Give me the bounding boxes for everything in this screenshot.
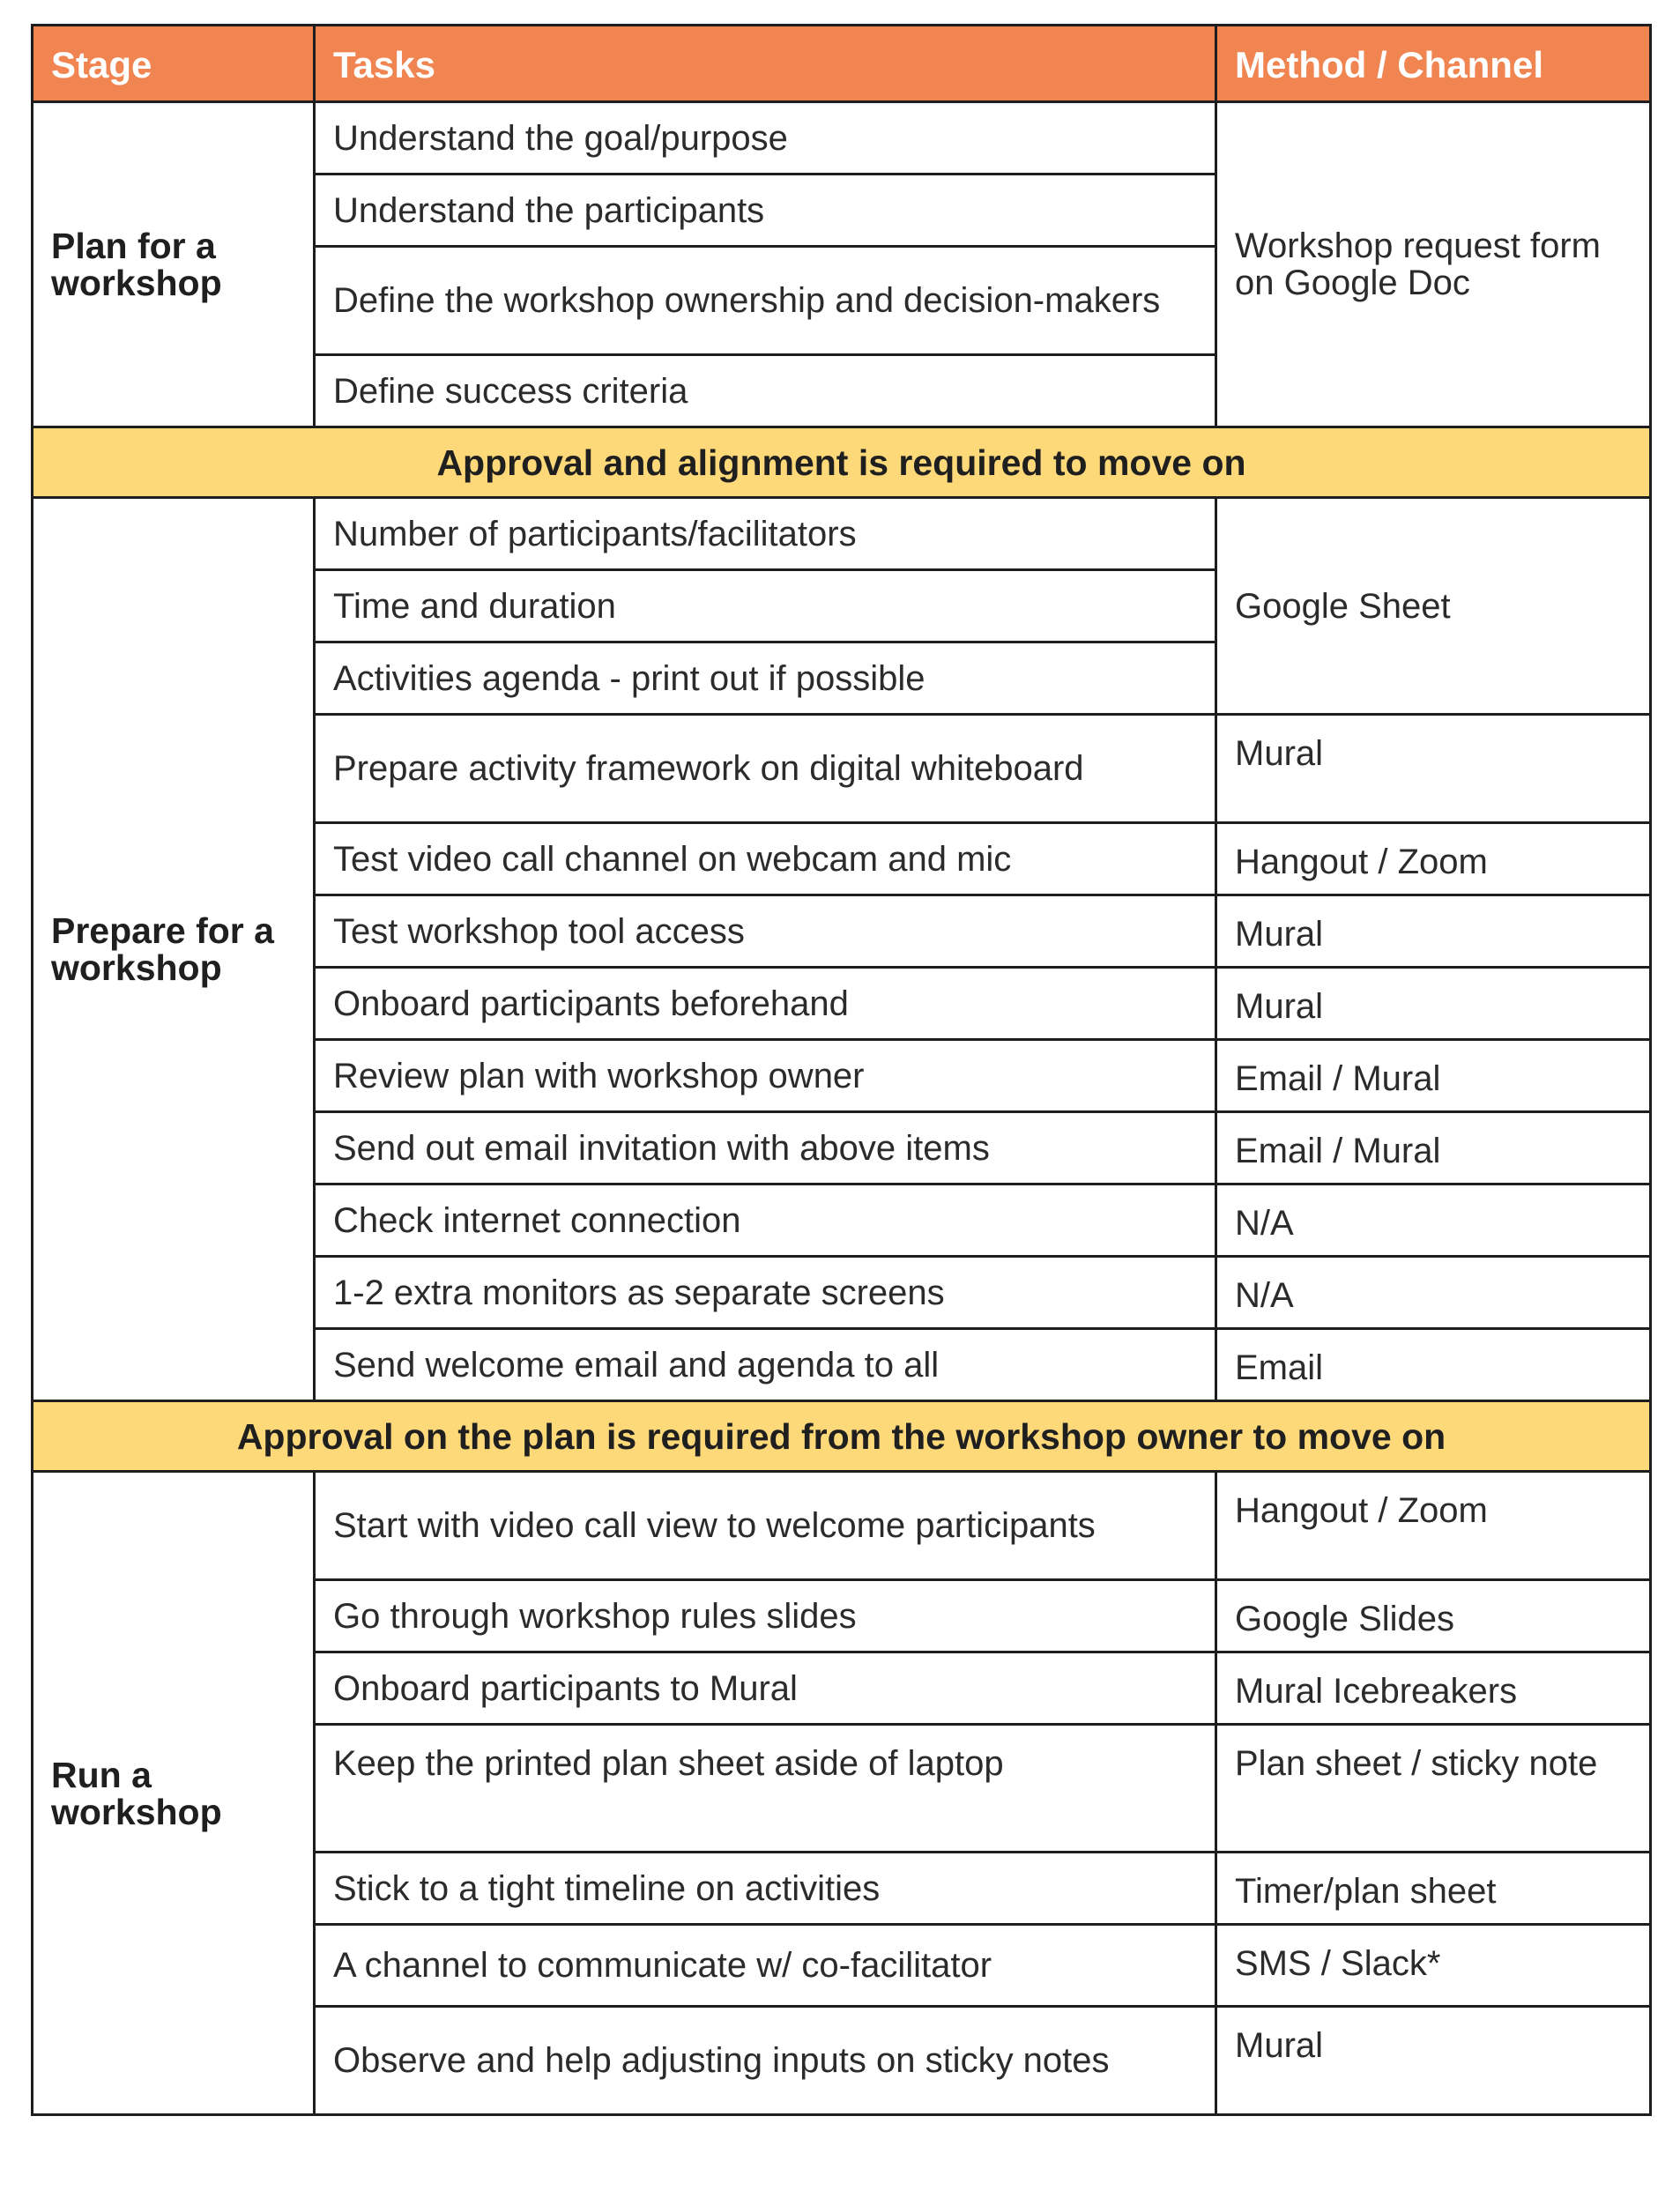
task-cell: 1-2 extra monitors as separate screens [315,1257,1216,1329]
method-cell: Mural Icebreakers [1216,1652,1651,1725]
method-cell: Email [1216,1329,1651,1401]
method-cell: Workshop request form on Google Doc [1216,102,1651,427]
method-cell: Hangout / Zoom [1216,823,1651,895]
task-cell: Onboard participants to Mural [315,1652,1216,1725]
method-cell: Mural [1216,715,1651,823]
method-cell: Mural [1216,895,1651,968]
task-cell: Number of participants/facilitators [315,498,1216,570]
approval-banner [33,1401,1651,1472]
method-cell: Hangout / Zoom [1216,1472,1651,1580]
header-tasks: Tasks [315,26,1216,102]
table-row [33,498,1651,570]
header-stage: Stage [33,26,315,102]
table-row [33,1472,1651,1580]
table-row [33,102,1651,175]
header-row [33,26,1651,102]
task-cell: A channel to communicate w/ co-facilitator [315,1925,1216,2007]
task-cell: Define success criteria [315,355,1216,427]
task-cell: Onboard participants beforehand [315,968,1216,1040]
task-cell: Understand the goal/purpose [315,102,1216,175]
task-cell: Observe and help adjusting inputs on sticky notes [315,2007,1216,2115]
task-cell: Prepare activity framework on digital whiteboard [315,715,1216,823]
method-cell: N/A [1216,1257,1651,1329]
banner-text: Approval and alignment is required to move on [33,427,1651,498]
task-cell: Test workshop tool access [315,895,1216,968]
method-cell: Google Sheet [1216,498,1651,715]
method-cell: Google Slides [1216,1580,1651,1652]
task-cell: Go through workshop rules slides [315,1580,1216,1652]
task-cell: Understand the participants [315,175,1216,247]
task-cell: Send welcome email and agenda to all [315,1329,1216,1401]
method-cell: Email / Mural [1216,1112,1651,1184]
task-cell: Check internet connection [315,1184,1216,1257]
banner-text: Approval on the plan is required from the workshop owner to move on [33,1401,1651,1472]
task-cell: Test video call channel on webcam and mic [315,823,1216,895]
stage-cell: Plan for a workshop [33,102,315,427]
method-cell: Mural [1216,968,1651,1040]
method-cell: SMS / Slack* [1216,1925,1651,2007]
task-cell: Activities agenda - print out if possible [315,642,1216,715]
task-cell: Review plan with workshop owner [315,1040,1216,1112]
method-cell: Mural [1216,2007,1651,2115]
task-cell: Keep the printed plan sheet aside of laptop [315,1725,1216,1853]
task-cell: Send out email invitation with above items [315,1112,1216,1184]
workshop-stages-table [31,24,1652,2116]
task-cell: Start with video call view to welcome participants [315,1472,1216,1580]
header-method: Method / Channel [1216,26,1651,102]
method-cell: Timer/plan sheet [1216,1853,1651,1925]
approval-banner [33,427,1651,498]
method-cell: Plan sheet / sticky note [1216,1725,1651,1853]
method-cell: Email / Mural [1216,1040,1651,1112]
stage-cell: Prepare for a workshop [33,498,315,1401]
method-cell: N/A [1216,1184,1651,1257]
task-cell: Define the workshop ownership and decision-makers [315,247,1216,355]
stage-cell: Run a workshop [33,1472,315,2115]
task-cell: Stick to a tight timeline on activities [315,1853,1216,1925]
task-cell: Time and duration [315,570,1216,642]
